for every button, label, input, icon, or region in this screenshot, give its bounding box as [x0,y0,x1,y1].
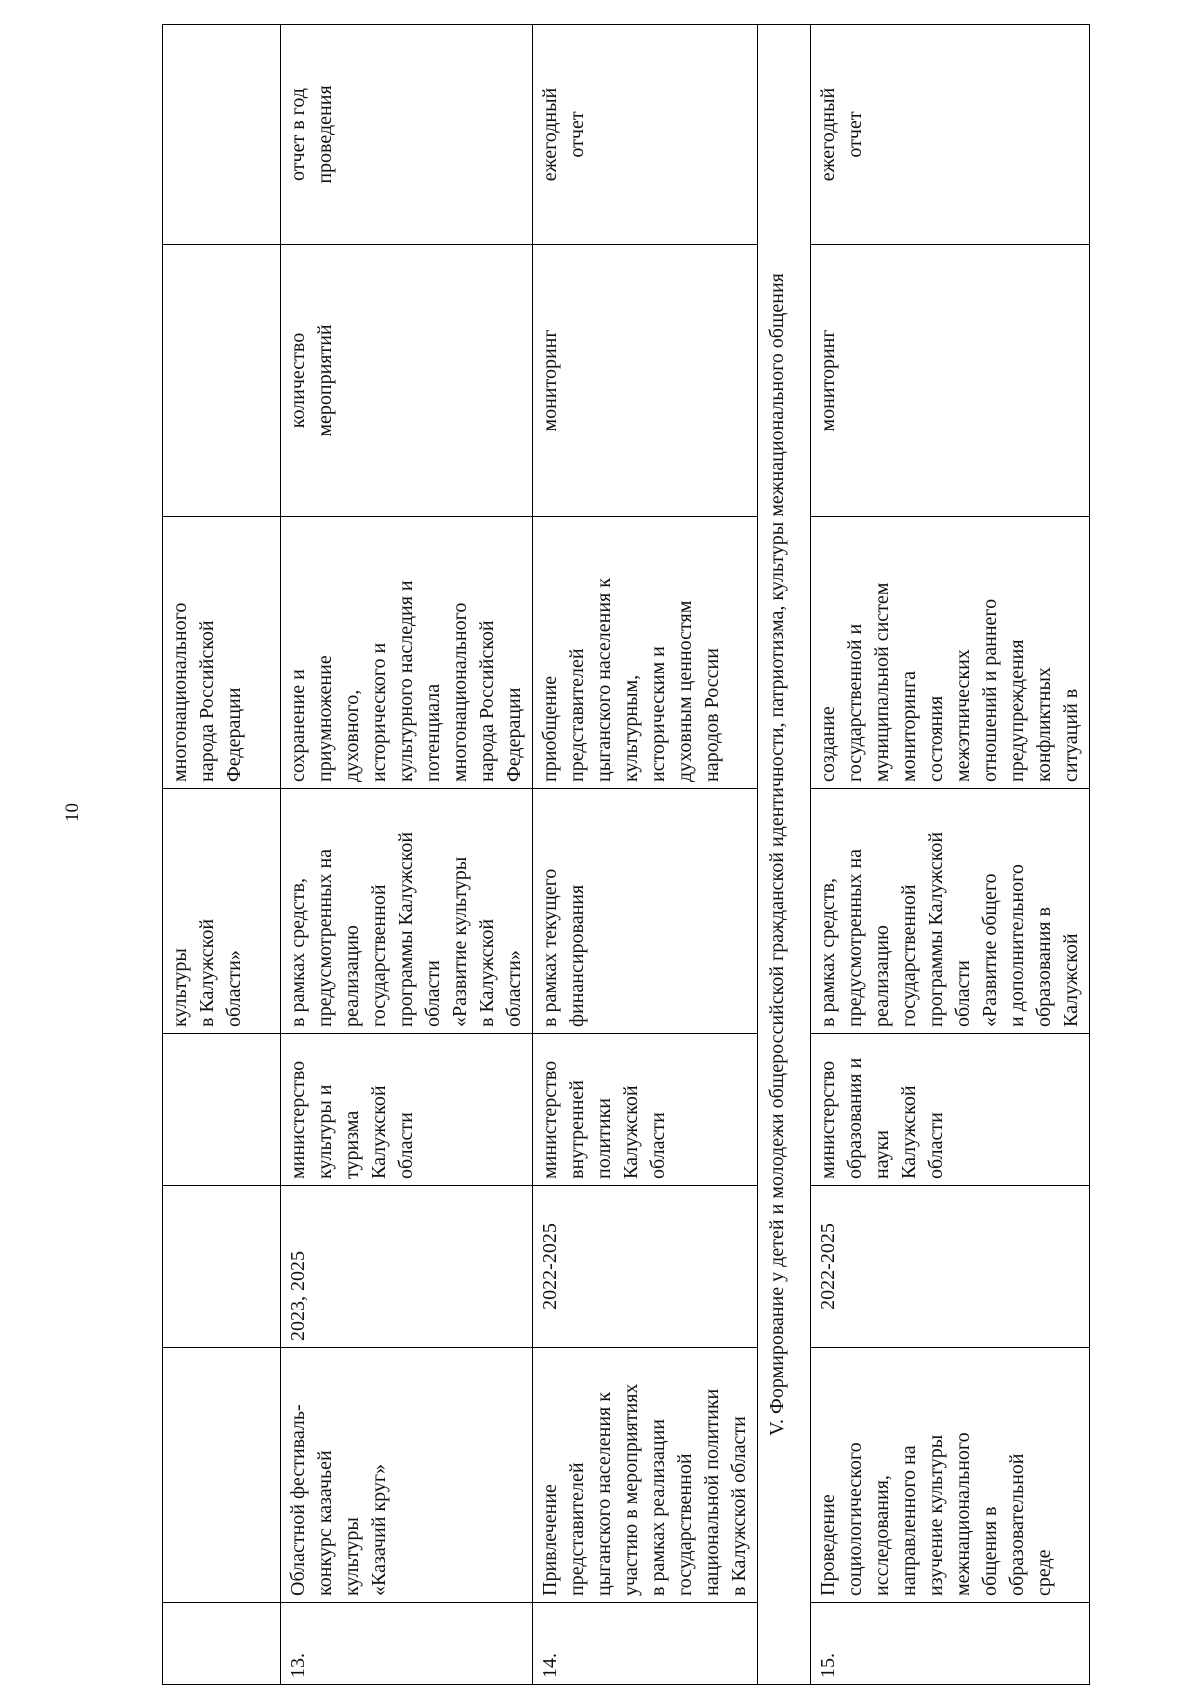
table-row-15 [811,25,1090,1685]
cell-financing: в рамках средств, предусмотренных на реализацию государственной программы Калужской области «Развитие общего и дополнительного образования в Калужской [811,789,1090,1034]
page-number: 10 [62,803,83,822]
cell-result: сохранение и приумножение духовного, исторического и культурного наследия и потенциала многонационального народа Российской Федерации [281,517,533,789]
table-row-13 [281,25,533,1685]
cell-num [163,1603,281,1685]
cell-reporting: ежегодный отчет [811,25,1090,245]
cell-event: Областной фестиваль- конкурс казачьей культуры «Казачий круг» [281,1348,533,1603]
cell-reporting [163,25,281,245]
cell-financing: в рамках текущего финансирования [533,789,758,1034]
section-heading-row [758,25,811,1685]
cell-reporting: ежегодный отчет [533,25,758,245]
cell-result: приобщение представителей цыганского населения к культурным, историческим и духовным ценностям народов России [533,517,758,789]
table-row-14 [533,25,758,1685]
cell-period: 2022-2025 [811,1186,1090,1348]
rotated-page [162,25,1082,1685]
cell-indicator: мониторинг [811,245,1090,517]
cell-event: Проведение социологического исследования, направленного на изучение культуры межнационального общения в образовательной среде [811,1348,1090,1603]
cell-event [163,1348,281,1603]
measures-table [162,24,1090,1685]
cell-executor [163,1034,281,1186]
table-row-continuation [163,25,281,1685]
cell-indicator: количество мероприятий [281,245,533,517]
cell-indicator [163,245,281,517]
cell-executor: министерство культуры и туризма Калужской области [281,1034,533,1186]
cell-executor: министерство образования и науки Калужской области [811,1034,1090,1186]
cell-event: Привлечение представителей цыганского населения к участию в мероприятиях в рамках реализации государственной национальной политики в Калужской области [533,1348,758,1603]
cell-financing: культуры в Калужской области» [163,789,281,1034]
cell-period [163,1186,281,1348]
cell-num: 13. [281,1603,533,1685]
cell-reporting: отчет в год проведения [281,25,533,245]
cell-indicator: мониторинг [533,245,758,517]
cell-executor: министерство внутренней политики Калужской области [533,1034,758,1186]
cell-result: многонационального народа Российской Федерации [163,517,281,789]
cell-period: 2022-2025 [533,1186,758,1348]
section-heading: V. Формирование у детей и молодежи общероссийской гражданской идентичности, патриотизма, культуры межнационального общения [758,25,811,1685]
cell-period: 2023, 2025 [281,1186,533,1348]
cell-financing: в рамках средств, предусмотренных на реализацию государственной программы Калужской области «Развитие культуры в Калужской области» [281,789,533,1034]
cell-num: 15. [811,1603,1090,1685]
cell-num: 14. [533,1603,758,1685]
cell-result: создание государственной и муниципальной систем мониторинга состояния межэтнических отношений и раннего предупреждения конфликтных ситуаций в [811,517,1090,789]
